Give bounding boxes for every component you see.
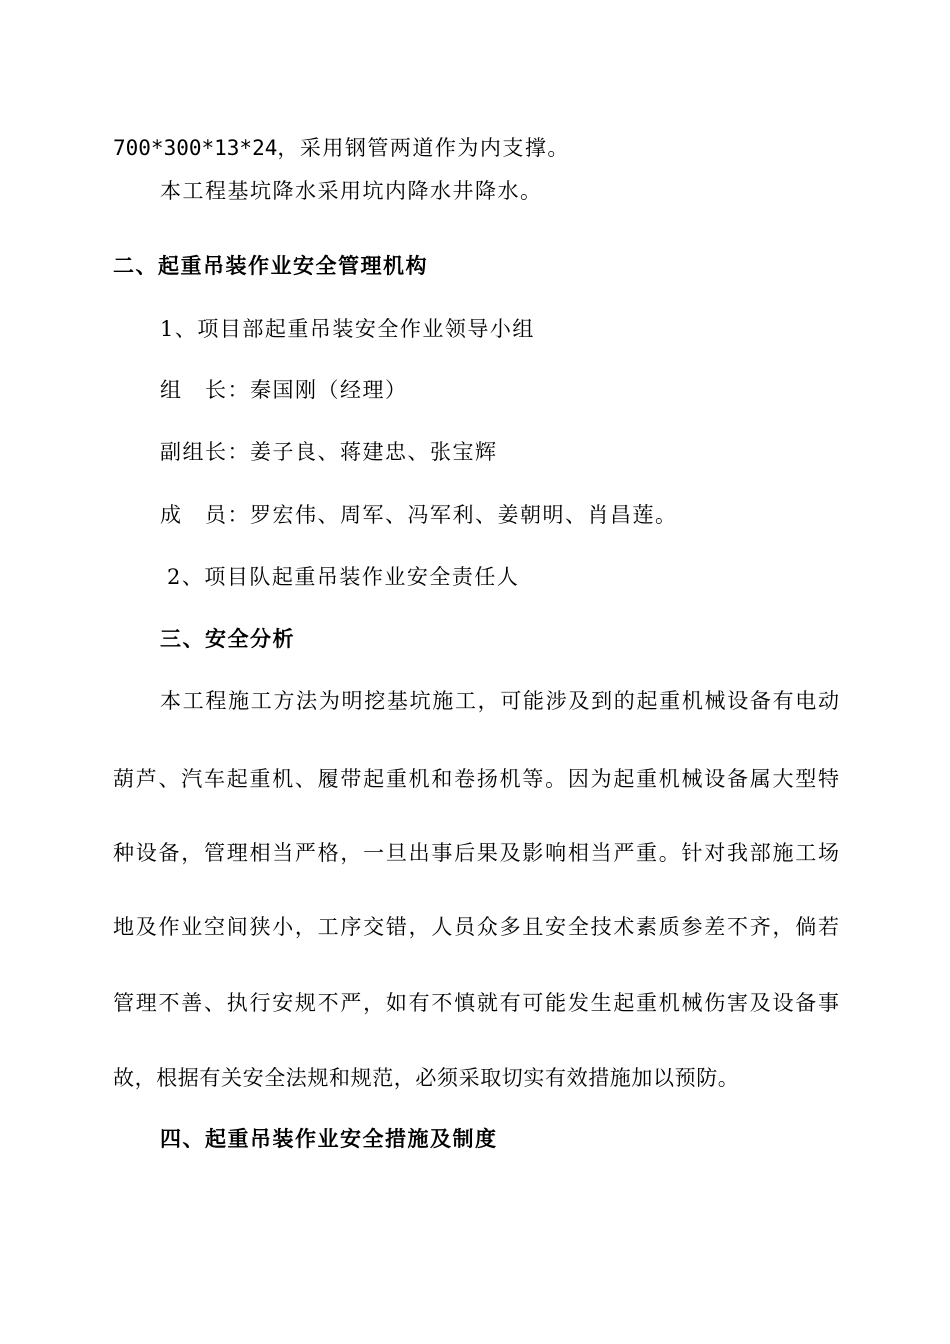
section3-paragraph-line: 葫芦、汽车起重机、履带起重机和卷扬机等。因为起重机械设备属大型特 xyxy=(113,767,839,791)
section3-heading: 三、安全分析 xyxy=(160,627,295,651)
section3-paragraph-line: 故，根据有关安全法规和规范，必须采取切实有效措施加以预防。 xyxy=(113,1066,740,1090)
section2-heading: 二、起重吊装作业安全管理机构 xyxy=(113,254,428,278)
section3-paragraph-line: 管理不善、执行安规不严，如有不慎就有可能发生起重机械伤害及设备事 xyxy=(113,991,839,1015)
members-line: 成 员：罗宏伟、周军、冯军利、姜朝明、肖昌莲。 xyxy=(160,503,678,527)
section3-paragraph-line: 地及作业空间狭小，工序交错，人员众多且安全技术素质参差不齐，倘若 xyxy=(113,915,839,939)
intro-line-2: 本工程基坑降水采用坑内降水井降水。 xyxy=(160,179,543,203)
section4-heading: 四、起重吊装作业安全措施及制度 xyxy=(160,1127,498,1151)
section2-item1: 1、项目部起重吊装安全作业领导小组 xyxy=(160,317,535,341)
section2-item2: 2、项目队起重吊装作业安全责任人 xyxy=(167,565,520,589)
steel-spec: 700*300*13*24 xyxy=(113,136,278,160)
leader-line: 组 长：秦国刚（经理） xyxy=(160,378,408,402)
intro-line-1-text: ，采用钢管两道作为内支撑。 xyxy=(277,136,570,160)
intro-line-1 xyxy=(113,134,570,162)
section3-paragraph-line: 本工程施工方法为明挖基坑施工，可能涉及到的起重机械设备有电动 xyxy=(160,689,839,713)
section3-paragraph-line: 种设备，管理相当严格，一旦出事后果及影响相当严重。针对我部施工场 xyxy=(113,841,839,865)
deputy-line: 副组长：姜子良、蒋建忠、张宝辉 xyxy=(160,440,498,464)
